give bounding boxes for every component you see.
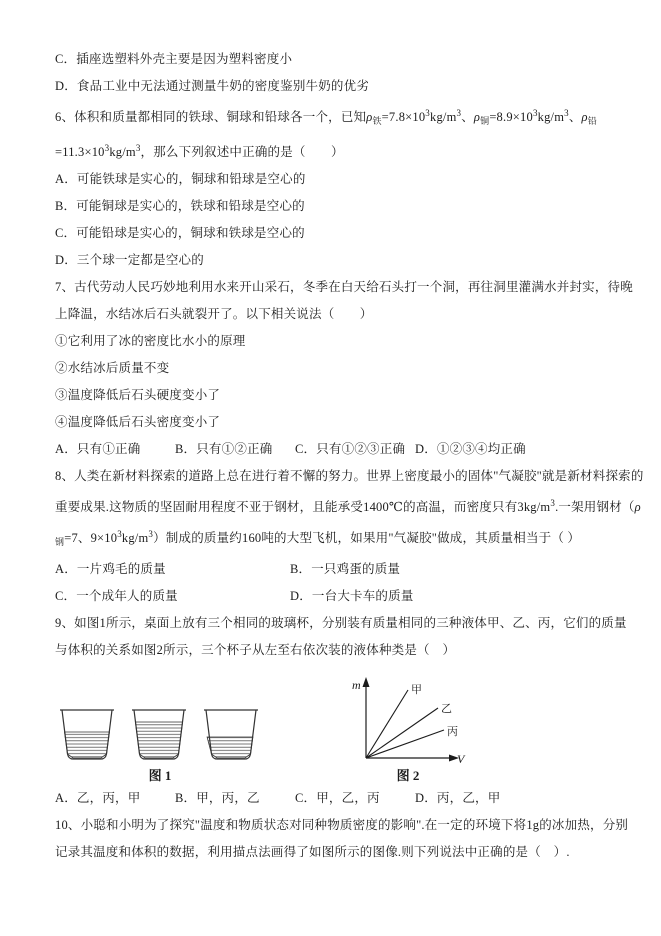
text-segment: C．插座选塑料外壳主要是因为塑料密度小 <box>55 52 293 66</box>
q6-stem-line1 <box>55 100 619 135</box>
figure-2-graph <box>348 674 468 785</box>
q8-stem-line3 <box>55 521 619 556</box>
text-segment: C．甲，乙，丙 <box>295 791 380 805</box>
graph-x-axis-label: V <box>457 752 465 764</box>
q6-option-b <box>55 193 619 220</box>
graph-series-label-bing: 丙 <box>447 726 458 738</box>
graph-series-label-yi: 乙 <box>441 703 452 715</box>
text-segment: ρ <box>366 110 373 124</box>
text-segment: ρ <box>581 110 588 124</box>
graph-line-jia <box>366 690 408 758</box>
text-segment: .一架用钢材（ <box>555 500 635 514</box>
text-segment: ，那么下列叙述中正确的是（ ） <box>140 145 344 159</box>
text-segment: 上降温，水结冰后石头就裂开了。以下相关说法（ ） <box>55 307 373 321</box>
graph-y-axis-label: m <box>352 678 361 692</box>
beaker-3-liquid <box>207 737 253 758</box>
text-segment: 铁 <box>372 116 382 126</box>
q7-stem-line2 <box>55 301 619 328</box>
text-segment: ρ <box>634 500 641 514</box>
text-segment: C．可能铅球是实心的，铜球和铁球是空心的 <box>55 226 305 240</box>
text-segment: 3 <box>117 529 122 539</box>
text-segment: 与体积的关系如图2所示，三个杯子从左至右依次装的液体种类是（ ） <box>55 643 456 657</box>
text-segment: A．一片鸡毛的质量 <box>55 562 166 576</box>
q8-options-cd <box>55 583 619 610</box>
text-segment: D．食品工业中无法通过测量牛奶的密度鉴别牛奶的优劣 <box>55 79 370 93</box>
beaker-1 <box>60 710 114 759</box>
text-segment: D．三个球一定都是空心的 <box>55 253 204 267</box>
q7-item-3 <box>55 382 619 409</box>
text-segment: 3 <box>564 108 569 118</box>
beaker-3 <box>204 710 258 759</box>
q8-stem-line1 <box>55 463 644 490</box>
text-segment: kg/m <box>537 110 565 124</box>
text-segment: 记录其温度和体积的数据，利用描点法画得了如图所示的图像.则下列说法中正确的是（ ）. <box>55 845 570 859</box>
text-segment: ②水结冰后质量不变 <box>55 361 170 375</box>
q5-option-d <box>55 73 619 100</box>
text-segment: 7、古代劳动人民巧妙地利用水来开山采石，冬季在白天给石头打一个洞，再往洞里灌满水并封实，待晚 <box>55 280 633 294</box>
text-segment: A．只有①正确 <box>55 442 141 456</box>
text-segment: 3 <box>456 108 462 118</box>
figure-1-beakers <box>60 704 260 785</box>
graph-y-arrow <box>363 677 370 687</box>
graph-series-label-jia: 甲 <box>411 684 422 696</box>
text-segment: ③温度降低后石头硬度变小了 <box>55 388 221 402</box>
text-segment: kg/m <box>121 531 149 545</box>
text-segment: 、 <box>568 110 582 124</box>
text-segment: C．只有①②③正确 <box>295 442 406 456</box>
text-segment: kg/m <box>109 145 136 159</box>
text-segment: 10、小聪和小明为了探究"温度和物质状态对同种物质密度的影响".在一定的环境下将1g的冰加热，分别 <box>55 818 629 832</box>
text-segment: 6、体积和质量都相同的铁球、铜球和铅球各一个，已知 <box>55 110 367 124</box>
q9-stem-line2 <box>55 637 619 664</box>
text-segment: ρ <box>473 110 481 124</box>
text-segment: ）制成的质量约160吨的大型飞机，如果用"气凝胶"做成，其质量相当于（ ） <box>153 531 581 545</box>
q9-stem-line1 <box>55 610 627 637</box>
text-segment: 铜 <box>480 116 490 126</box>
graph-svg <box>348 674 468 764</box>
text-segment: B．一只鸡蛋的质量 <box>290 562 401 576</box>
text-segment: A．可能铁球是实心的，铜球和铅球是空心的 <box>55 172 306 186</box>
beaker-1-liquid <box>65 732 110 758</box>
q9-options <box>55 785 619 812</box>
text-block-bottom <box>0 785 661 866</box>
q7-options <box>55 436 619 463</box>
beaker-2-liquid <box>135 722 182 758</box>
beakers-svg <box>60 704 260 764</box>
graph-line-bing <box>366 730 444 758</box>
q6-option-c <box>55 220 619 247</box>
text-segment: 铅 <box>587 116 597 126</box>
text-segment: 3 <box>135 143 141 153</box>
q6-stem-line2 <box>55 135 619 166</box>
beaker-2 <box>132 710 186 759</box>
text-segment: 、 <box>461 110 474 124</box>
text-segment: ①它利用了冰的密度比水小的原理 <box>55 334 246 348</box>
text-segment: =11.3×10 <box>55 145 105 159</box>
text-segment: =8.9×10 <box>489 110 533 124</box>
text-segment: A．乙，丙，甲 <box>55 791 141 805</box>
q7-item-4 <box>55 409 619 436</box>
text-segment: 3 <box>425 108 430 118</box>
q8-options-ab <box>55 556 619 583</box>
q5-option-c <box>55 46 619 73</box>
text-segment: ④温度降低后石头密度变小了 <box>55 415 221 429</box>
figure-row <box>0 674 661 785</box>
text-segment: kg/m <box>430 110 457 124</box>
text-segment: C．一个成年人的质量 <box>55 589 178 603</box>
q8-stem-line2 <box>55 490 641 521</box>
text-segment: 3 <box>104 143 110 153</box>
text-segment: D．一台大卡车的质量 <box>290 589 414 603</box>
text-segment: =7、9×10 <box>64 531 118 545</box>
text-segment: 8、人类在新材料探索的道路上总在进行着不懈的努力。世界上密度最小的固体"气凝胶"就是新材料探索的 <box>55 469 644 483</box>
text-segment: 重要成果.这物质的坚固耐用程度不亚于钢材，且能承受1400℃的高温，而密度只有3kg/m <box>55 500 551 514</box>
q6-option-a <box>55 166 619 193</box>
text-segment: =7.8×10 <box>381 110 426 124</box>
q10-stem-line1 <box>55 812 629 839</box>
text-segment: D．丙，乙，甲 <box>415 791 501 805</box>
q7-item-1 <box>55 328 619 355</box>
text-segment: D．①②③④均正确 <box>415 442 526 456</box>
q10-stem-line2 <box>55 839 619 866</box>
text-segment: B．可能铜球是实心的，铁球和铅球是空心的 <box>55 199 305 213</box>
graph-line-yi <box>366 708 438 758</box>
text-segment: 3 <box>532 108 538 118</box>
q7-item-2 <box>55 355 619 382</box>
text-segment: B．甲，丙，乙 <box>175 791 260 805</box>
text-segment: 3 <box>148 529 154 539</box>
text-segment: 9、如图1所示，桌面上放有三个相同的玻璃杯，分别装有质量相同的三种液体甲、乙、丙，它们的质量 <box>55 616 627 630</box>
figure-1-caption: 图 1 <box>148 768 172 783</box>
text-segment: B．只有①②正确 <box>175 442 273 456</box>
q6-option-d <box>55 247 619 274</box>
text-segment: 钢 <box>55 537 65 547</box>
text-segment: 3 <box>550 498 556 508</box>
figure-2-caption: 图 2 <box>396 768 420 783</box>
q7-stem-line1 <box>55 274 633 301</box>
